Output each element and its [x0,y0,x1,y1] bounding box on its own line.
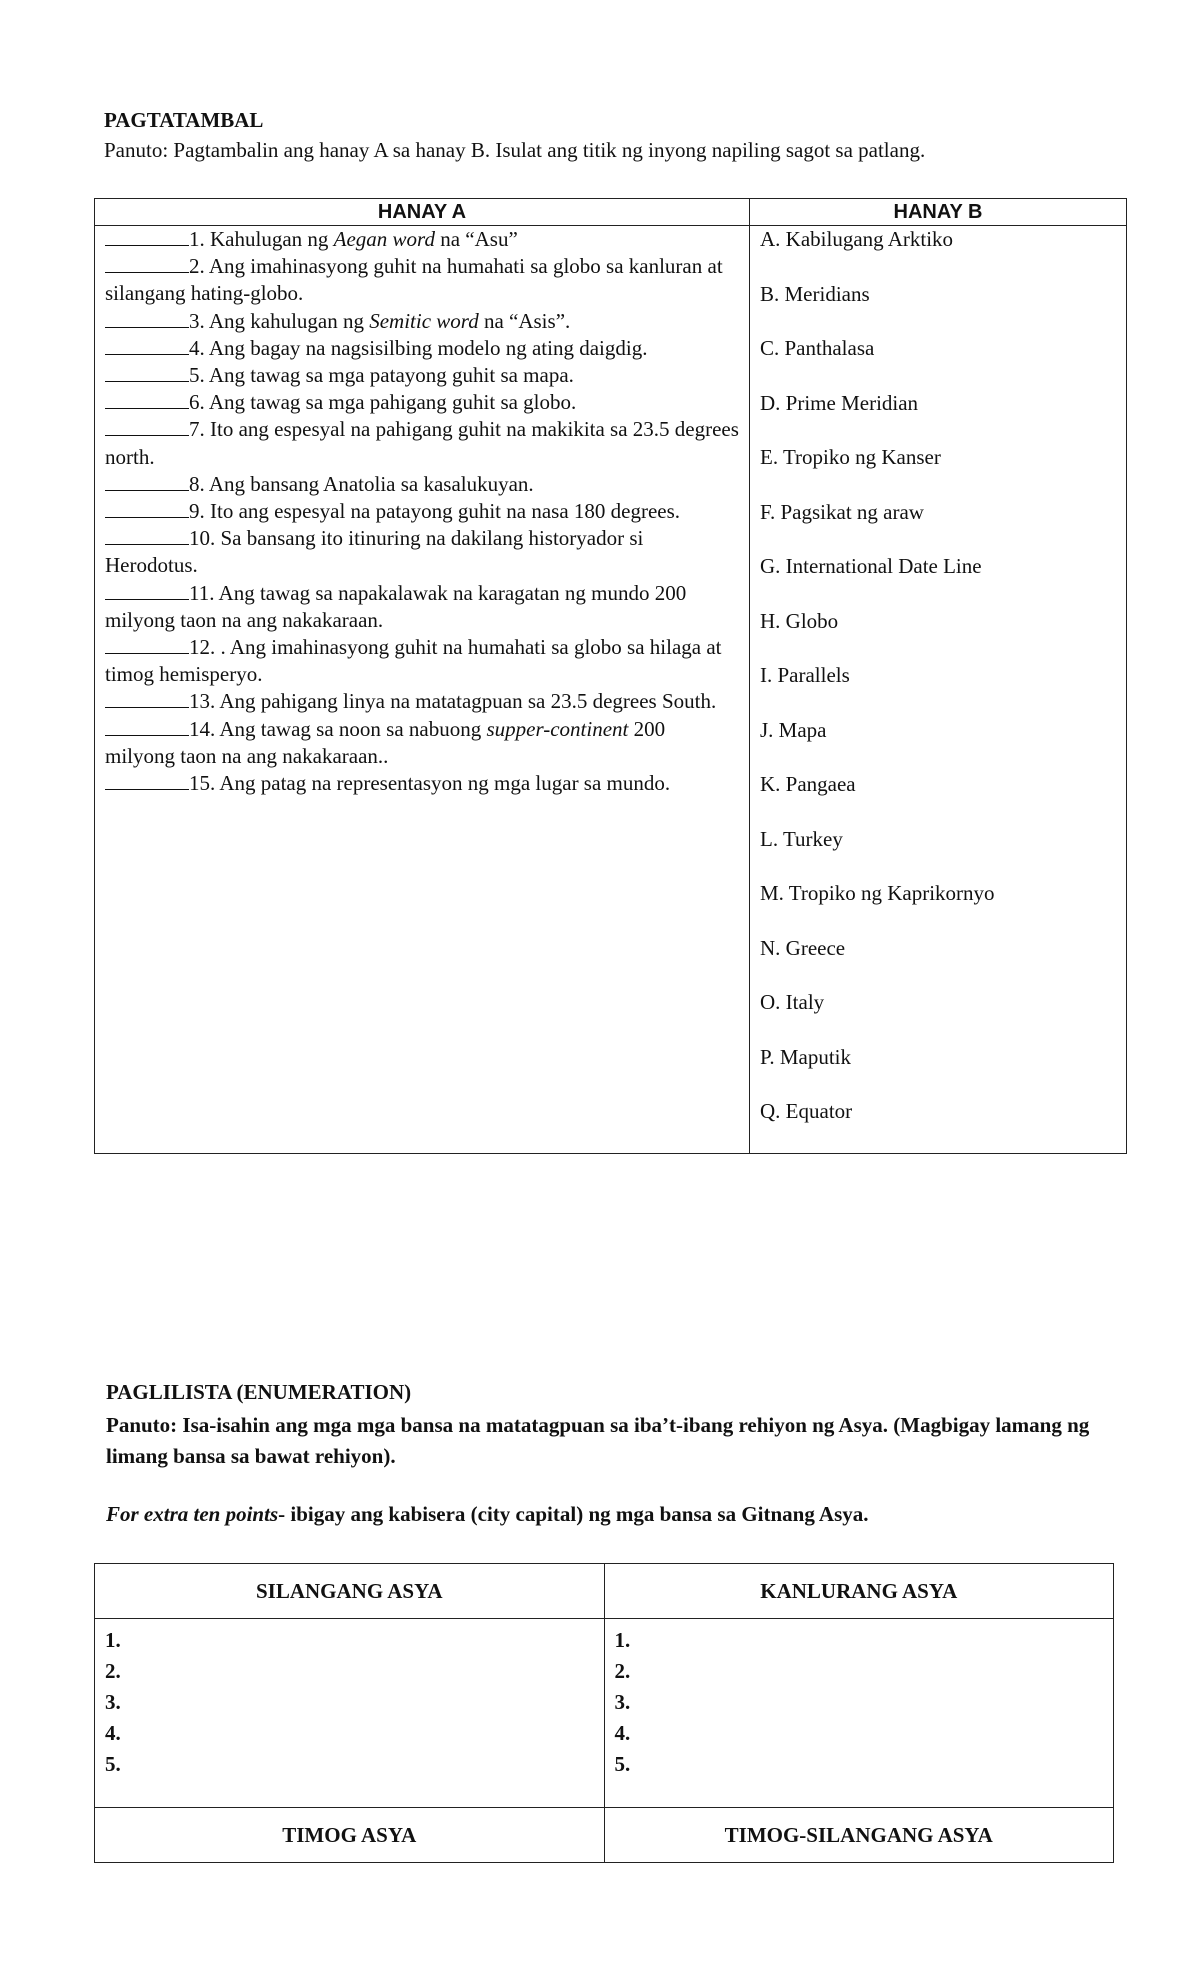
hanay-b-item: C. Panthalasa [760,336,875,360]
hanay-b-item: B. Meridians [760,281,870,306]
hanay-a-text-post: 200 milyong taon na ang nakakaraan.. [105,716,666,768]
hanay-b-item: F. Pagsikat ng araw [760,499,924,524]
kanlurang-asya-answers[interactable] [604,1619,1114,1808]
answer-blank[interactable] [105,635,189,654]
answer-blank[interactable] [105,771,189,790]
answer-blank[interactable] [105,254,189,273]
enumeration-number: 5. [614,1752,631,1776]
hanay-b-item: O. Italy [760,990,825,1014]
hanay-b-item: K. Pangaea [760,772,856,796]
enumeration-number: 1. [105,1628,121,1652]
hanay-a-text-pre: 15. Ang patag na representasyon ng mga lugar sa mundo. [189,771,671,796]
hanay-b-item: I. Parallels [760,663,850,687]
hanay-b-item: D. Prime Meridian [760,390,919,415]
answer-blank[interactable] [105,227,189,246]
hanay-b-item: M. Tropiko ng Kaprikornyo [760,881,995,905]
hanay-a-text-pre: 12. . Ang imahinasyong guhit na humahati sa globo sa hilaga at timog hemisperyo. [105,635,722,687]
hanay-a-item [105,770,739,797]
header-silangang-asya: SILANGANG ASYA [95,1564,605,1619]
hanay-a-text-em: supper-continent [486,716,629,741]
answer-blank[interactable] [105,499,189,518]
enumeration-number: 2. [105,1659,121,1683]
hanay-a-item [105,308,739,335]
hanay-a-item [105,716,739,770]
hanay-a-item [105,498,739,525]
hanay-a-item [105,335,739,362]
answer-blank[interactable] [105,526,189,545]
hanay-b-item: Q. Equator [760,1099,853,1123]
hanay-a-text-pre: 6. Ang tawag sa mga pahigang guhit sa globo. [189,390,577,415]
hanay-a-item [105,634,739,688]
hanay-a-text-post: na “Asu” [434,227,518,251]
answer-blank[interactable] [105,363,189,382]
hanay-b-item: E. Tropiko ng Kanser [760,445,941,469]
enumeration-number: 4. [105,1721,121,1745]
enumeration-instruction: Panuto: Isa-isahin ang mga mga bansa na matatagpuan sa iba’t-ibang rehiyon ng Asya. (Magbigay lamang ng limang bansa sa bawat rehiyon). [106,1413,1090,1468]
hanay-a-text-pre: 13. Ang pahigang linya na matatagpuan sa 23.5 degrees South. [189,689,717,714]
hanay-a-text-pre: 8. Ang bansang Anatolia sa kasalukuyan. [189,471,534,496]
hanay-a-list [95,226,750,1154]
enumeration-number: 5. [105,1752,121,1776]
hanay-a-text-pre: 10. Sa bansang ito itinuring na dakilang historyador si Herodotus. [105,526,644,578]
hanay-a-text-pre: 11. Ang tawag sa napakalawak na karagatan ng mundo 200 milyong taon na ang nakakaraan. [105,580,687,632]
hanay-a-item [105,416,739,470]
silangang-asya-answers[interactable] [95,1619,605,1808]
header-hanay-b: HANAY B [750,199,1127,226]
enumeration-table [94,1563,1114,1863]
hanay-b-item: A. Kabilugang Arktiko [760,227,954,251]
hanay-a-item [105,253,739,307]
matching-instruction: Panuto: Pagtambalin ang hanay A sa hanay B. Isulat ang titik ng inyong napiling sagot sa patlang. [104,138,926,162]
hanay-a-text-em: Semitic word [369,308,479,333]
hanay-a-text-pre: 1. Kahulugan ng [189,227,334,251]
hanay-a-text-pre: 7. Ito ang espesyal na pahigang guhit na makikita sa 23.5 degrees north. [105,417,739,469]
hanay-a-text-em: Aegan word [333,227,435,251]
hanay-a-item [105,226,739,253]
hanay-a-item [105,389,739,416]
enumeration-number: 2. [614,1659,631,1683]
matching-title: PAGTATAMBAL [104,108,264,132]
answer-blank[interactable] [105,581,189,600]
hanay-a-item [105,471,739,498]
extra-points-note [106,1502,869,1527]
hanay-a-item [105,362,739,389]
answer-blank[interactable] [105,336,189,355]
header-kanlurang-asya: KANLURANG ASYA [604,1564,1114,1619]
hanay-b-item: L. Turkey [760,826,843,851]
answer-blank[interactable] [105,689,189,708]
hanay-a-item [105,525,739,579]
matching-table [94,198,1127,1154]
header-timog-silangang-asya: TIMOG-SILANGANG ASYA [604,1808,1114,1863]
hanay-b-item: G. International Date Line [760,554,982,578]
answer-blank[interactable] [105,309,189,328]
extra-points-text: - ibigay ang kabisera (city capital) ng mga bansa sa Gitnang Asya. [278,1502,869,1526]
answer-blank[interactable] [105,472,189,491]
enumeration-number: 1. [614,1628,631,1652]
enumeration-number: 3. [105,1690,121,1714]
header-hanay-a: HANAY A [95,199,750,226]
hanay-b-item: P. Maputik [760,1044,852,1069]
hanay-b-list [750,226,1127,1154]
answer-blank[interactable] [105,390,189,409]
hanay-a-text-pre: 2. Ang imahinasyong guhit na humahati sa globo sa kanluran at silangang hating-globo. [105,254,723,306]
hanay-a-item [105,688,739,715]
enumeration-number: 4. [614,1721,631,1745]
extra-points-label: For extra ten points [106,1502,279,1526]
answer-blank[interactable] [105,417,189,436]
hanay-b-item: N. Greece [760,935,846,960]
hanay-a-text-pre: 5. Ang tawag sa mga patayong guhit sa mapa. [189,363,574,388]
enumeration-title: PAGLILISTA (ENUMERATION) [106,1380,412,1404]
header-timog-asya: TIMOG ASYA [95,1808,605,1863]
hanay-b-item: J. Mapa [760,717,827,742]
hanay-a-text-pre: 9. Ito ang espesyal na patayong guhit na nasa 180 degrees. [189,499,681,524]
hanay-a-text-post: na “Asis”. [478,308,571,333]
answer-blank[interactable] [105,717,189,736]
hanay-a-item [105,580,739,634]
hanay-b-item: H. Globo [760,608,839,633]
hanay-a-text-pre: 3. Ang kahulugan ng [189,308,370,333]
hanay-a-text-pre: 14. Ang tawag sa noon sa nabuong [189,716,487,741]
hanay-a-text-pre: 4. Ang bagay na nagsisilbing modelo ng ating daigdig. [189,335,648,360]
enumeration-number: 3. [614,1690,631,1714]
